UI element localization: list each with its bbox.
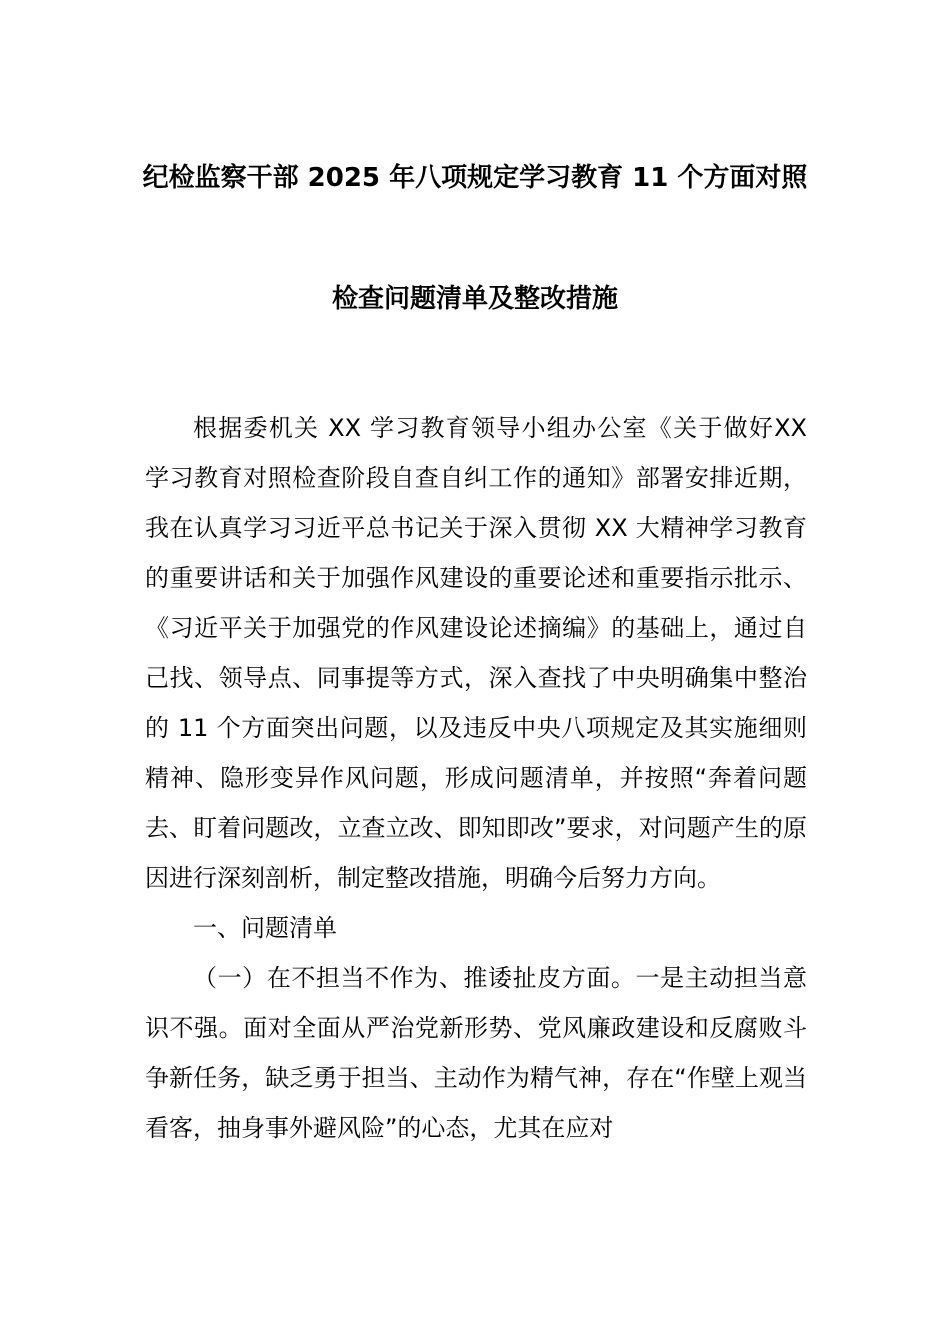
document-body [145, 403, 807, 1153]
document-title-line-1: 纪检监察干部 2025 年八项规定学习教育 11 个方面对照 [142, 163, 808, 193]
body-paragraph: （一）在不担当不作为、推诿扯皮方面。一是主动担当意识不强。面对全面从严治党新形势、党风廉政建设和反腐败斗争新任务，缺乏勇于担当、主动作为精气神，存在“作壁上观当看客，抽身事外避风险”的心态，尤其在应对 [145, 964, 807, 1142]
intro-paragraph: 根据委机关 XX 学习教育领导小组办公室《关于做好XX 学习教育对照检查阶段自查自纠工作的通知》部署安排近期，我在认真学习习近平总书记关于深入贯彻 XX 大精神学习教育的重要讲话和关于加强作风建设的重要论述和重要指示批示、《习近平关于加强党的作风建设论述摘编》的基础上，通过自己找、领导点、同事提等方式，深入查找了中央明确集中整治的 11 个方面突出问题，以及违反中央八项规定及其实施细则精神、隐形变异作风问题，形成问题清单，并按照“奔着问题去、盯着问题改，立查立改、即知即改”要求，对问题产生的原因进行深刻剖析，制定整改措施，明确今后努力方向。 [145, 414, 807, 892]
document-title-line-2: 检查问题清单及整改措施 [331, 284, 618, 314]
section-heading: 一、问题清单 [193, 914, 337, 942]
